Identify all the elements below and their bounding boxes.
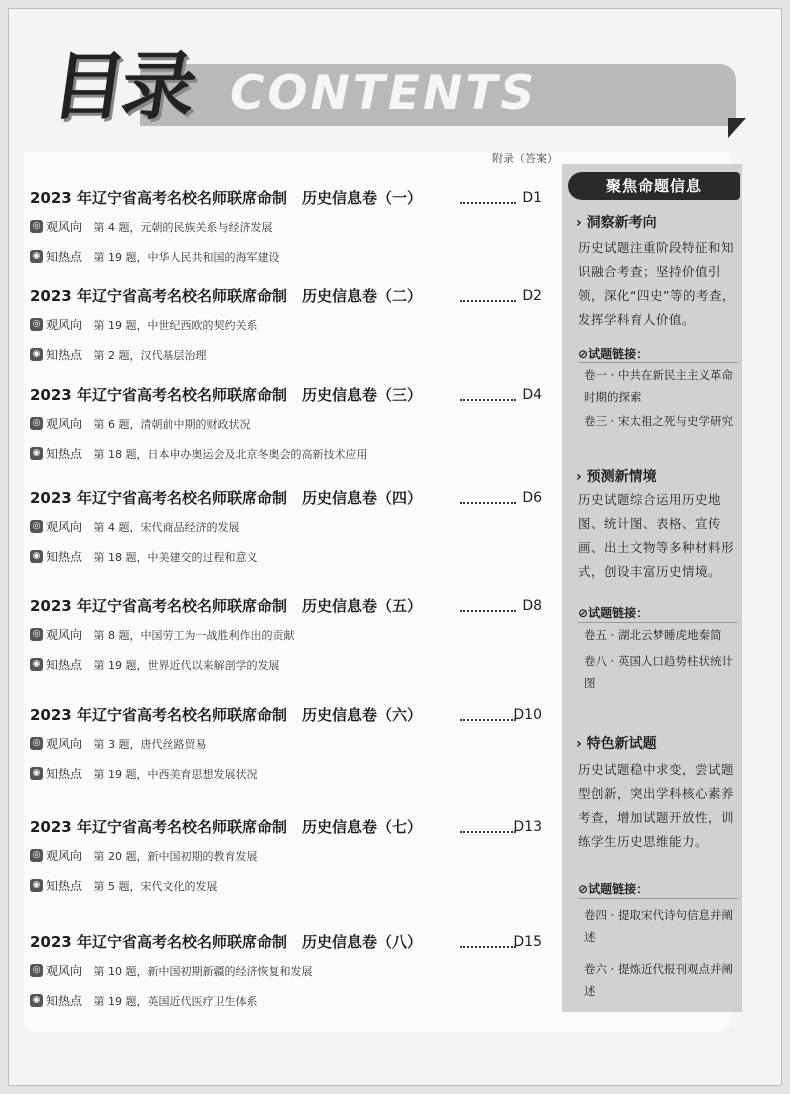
windvane-icon: ◎ [30,520,43,533]
sub-text: 第 4 题，元朝的民族关系与经济发展 [93,221,273,234]
sidebar-section-body-2: 历史试题综合运用历史地图、统计图、表格、宣传画、出土文物等多种材料形式，创设丰富历史情境。 [578,492,735,579]
hotspot-icon: ◉ [30,550,43,563]
sidebar-link-label-3 [578,880,648,897]
link-label-text: 试题链接： [588,882,649,896]
hotspot-icon: ◉ [30,447,43,460]
sub-tag: 知热点 [46,658,83,672]
entry-title: 2023 年辽宁省高考名校名师联席命制 历史信息卷（六） [30,706,422,724]
entry-sub-trend [30,312,542,338]
sidebar-heading: 聚焦命题信息 [568,172,740,200]
entry-page: D8 [522,598,542,614]
windvane-icon: ◎ [30,849,43,862]
sub-tag: 知热点 [46,994,83,1008]
appendix-label: 附录（答案） [492,152,558,165]
leader-dots [460,399,516,401]
entry-page: D13 [513,819,542,835]
divider [578,622,738,623]
sidebar-section-body-3: 历史试题稳中求变，尝试题型创新，突出学科核心素养考查，增加试题开放性，训练学生历史思维能力。 [578,762,735,849]
sub-tag: 观风向 [46,520,83,534]
sidebar-section-title-3: › 特色新试题 [576,736,657,752]
entry-sub-hotspot [30,342,542,368]
leader-dots [460,610,516,612]
entry-page: D1 [522,190,542,206]
sub-text: 第 10 题，新中国初期新疆的经济恢复和发展 [93,965,313,978]
leader-dots [460,300,516,302]
sub-tag: 观风向 [46,964,83,978]
sub-text: 第 19 题，中西美育思想发展状况 [93,768,258,781]
link-icon: ⊘ [578,882,589,896]
banner-fold [728,118,746,138]
sidebar-link-2-2[interactable]: 卷八 · 英国人口趋势柱状统计图 [584,654,733,690]
sidebar-link-label-1 [578,345,648,362]
entry-sub-trend [30,731,542,757]
title-en: CONTENTS [230,66,538,121]
toc-entry-7[interactable] [30,815,542,899]
toc-entry-3[interactable] [30,383,542,467]
entry-title: 2023 年辽宁省高考名校名师联席命制 历史信息卷（二） [30,287,422,305]
entry-title: 2023 年辽宁省高考名校名师联席命制 历史信息卷（一） [30,189,422,207]
entry-sub-trend [30,514,542,540]
entry-page: D6 [522,490,542,506]
leader-dots [460,202,516,204]
entry-sub-hotspot [30,544,542,570]
hotspot-icon: ◉ [30,658,43,671]
sub-tag: 观风向 [46,220,83,234]
leader-dots [460,502,516,504]
toc-entry-1[interactable] [30,186,542,270]
entry-sub-trend [30,958,542,984]
hotspot-icon: ◉ [30,767,43,780]
entry-page: D15 [513,934,542,950]
entry-title-row[interactable] [30,383,542,407]
sub-text: 第 19 题，中华人民共和国的海军建设 [93,251,280,264]
sub-tag: 知热点 [46,250,83,264]
entry-title: 2023 年辽宁省高考名校名师联席命制 历史信息卷（七） [30,818,422,836]
sub-tag: 知热点 [46,447,83,461]
hotspot-icon: ◉ [30,250,43,263]
entry-page: D2 [522,288,542,304]
sub-text: 第 3 题，唐代丝路贸易 [93,738,207,751]
sub-tag: 知热点 [46,879,83,893]
entry-title-row[interactable] [30,186,542,210]
entry-title-row[interactable] [30,284,542,308]
windvane-icon: ◎ [30,737,43,750]
sidebar-link-3-2[interactable]: 卷六 · 提炼近代报刊观点并阐述 [584,962,733,998]
leader-dots [460,831,516,833]
link-label-text: 试题链接： [588,606,649,620]
toc-entry-8[interactable] [30,930,542,1014]
title-cn: 目录 [45,44,199,130]
entry-page: D10 [513,707,542,723]
toc-entry-5[interactable] [30,594,542,678]
entry-title-row[interactable] [30,703,542,727]
entry-title: 2023 年辽宁省高考名校名师联席命制 历史信息卷（四） [30,489,422,507]
sub-text: 第 19 题，中世纪西欧的契约关系 [93,319,258,332]
entry-sub-hotspot [30,873,542,899]
entry-title-row[interactable] [30,815,542,839]
entry-sub-trend [30,411,542,437]
sidebar-section-title-1: › 洞察新考向 [576,215,657,231]
entry-page: D4 [522,387,542,403]
entry-title: 2023 年辽宁省高考名校名师联席命制 历史信息卷（八） [30,933,422,951]
sidebar-section-title-2: › 预测新情境 [576,469,657,485]
sub-text: 第 8 题，中国劳工为一战胜利作出的贡献 [93,629,295,642]
sub-tag: 知热点 [46,550,83,564]
entry-sub-hotspot [30,652,542,678]
link-icon: ⊘ [578,606,589,620]
sub-tag: 观风向 [46,849,83,863]
sub-text: 第 19 题，英国近代医疗卫生体系 [93,995,258,1008]
link-label-text: 试题链接： [588,347,649,361]
hotspot-icon: ◉ [30,348,43,361]
sub-text: 第 2 题，汉代基层治理 [93,349,207,362]
entry-sub-hotspot [30,761,542,787]
sidebar-link-1-1[interactable]: 卷一 · 中共在新民主主义革命时期的探索 [584,368,733,404]
sidebar-link-2-1[interactable]: 卷五 · 湖北云梦睡虎地秦简 [584,628,722,642]
entry-title-row[interactable] [30,930,542,954]
divider [578,362,738,363]
sub-tag: 知热点 [46,767,83,781]
sidebar-section-body-1: 历史试题注重阶段特征和知识融合考查；坚持价值引领，深化“四史”等的考查，发挥学科育人价值。 [578,240,735,327]
windvane-icon: ◎ [30,318,43,331]
entry-title-row[interactable] [30,594,542,618]
windvane-icon: ◎ [30,417,43,430]
entry-sub-hotspot [30,244,542,270]
hotspot-icon: ◉ [30,879,43,892]
sub-text: 第 5 题，宋代文化的发展 [93,880,218,893]
entry-sub-trend [30,843,542,869]
sub-text: 第 4 题，宋代商品经济的发展 [93,521,240,534]
entry-title: 2023 年辽宁省高考名校名师联席命制 历史信息卷（五） [30,597,422,615]
entry-sub-trend [30,214,542,240]
leader-dots [460,719,516,721]
sub-text: 第 18 题，日本申办奥运会及北京冬奥会的高新技术应用 [93,448,368,461]
windvane-icon: ◎ [30,628,43,641]
sub-text: 第 20 题，新中国初期的教育发展 [93,850,258,863]
sub-tag: 观风向 [46,737,83,751]
entry-sub-trend [30,622,542,648]
sidebar-link-3-1[interactable]: 卷四 · 提取宋代诗句信息并阐述 [584,908,733,944]
sub-text: 第 18 题，中美建交的过程和意义 [93,551,258,564]
sidebar-link-label-2 [578,604,648,621]
toc-entry-4[interactable] [30,486,542,570]
sidebar-link-1-2[interactable]: 卷三 · 宋太祖之死与史学研究 [584,414,733,428]
link-icon: ⊘ [578,347,589,361]
divider [578,898,738,899]
entry-sub-hotspot [30,988,542,1014]
toc-entry-2[interactable] [30,284,542,368]
sub-tag: 观风向 [46,417,83,431]
hotspot-icon: ◉ [30,994,43,1007]
sub-text: 第 19 题，世界近代以来解剖学的发展 [93,659,280,672]
sub-tag: 知热点 [46,348,83,362]
sub-text: 第 6 题，清朝前中期的财政状况 [93,418,251,431]
sub-tag: 观风向 [46,318,83,332]
toc-entry-6[interactable] [30,703,542,787]
entry-sub-hotspot [30,441,542,467]
entry-title: 2023 年辽宁省高考名校名师联席命制 历史信息卷（三） [30,386,422,404]
sub-tag: 观风向 [46,628,83,642]
leader-dots [460,946,516,948]
windvane-icon: ◎ [30,220,43,233]
entry-title-row[interactable] [30,486,542,510]
windvane-icon: ◎ [30,964,43,977]
